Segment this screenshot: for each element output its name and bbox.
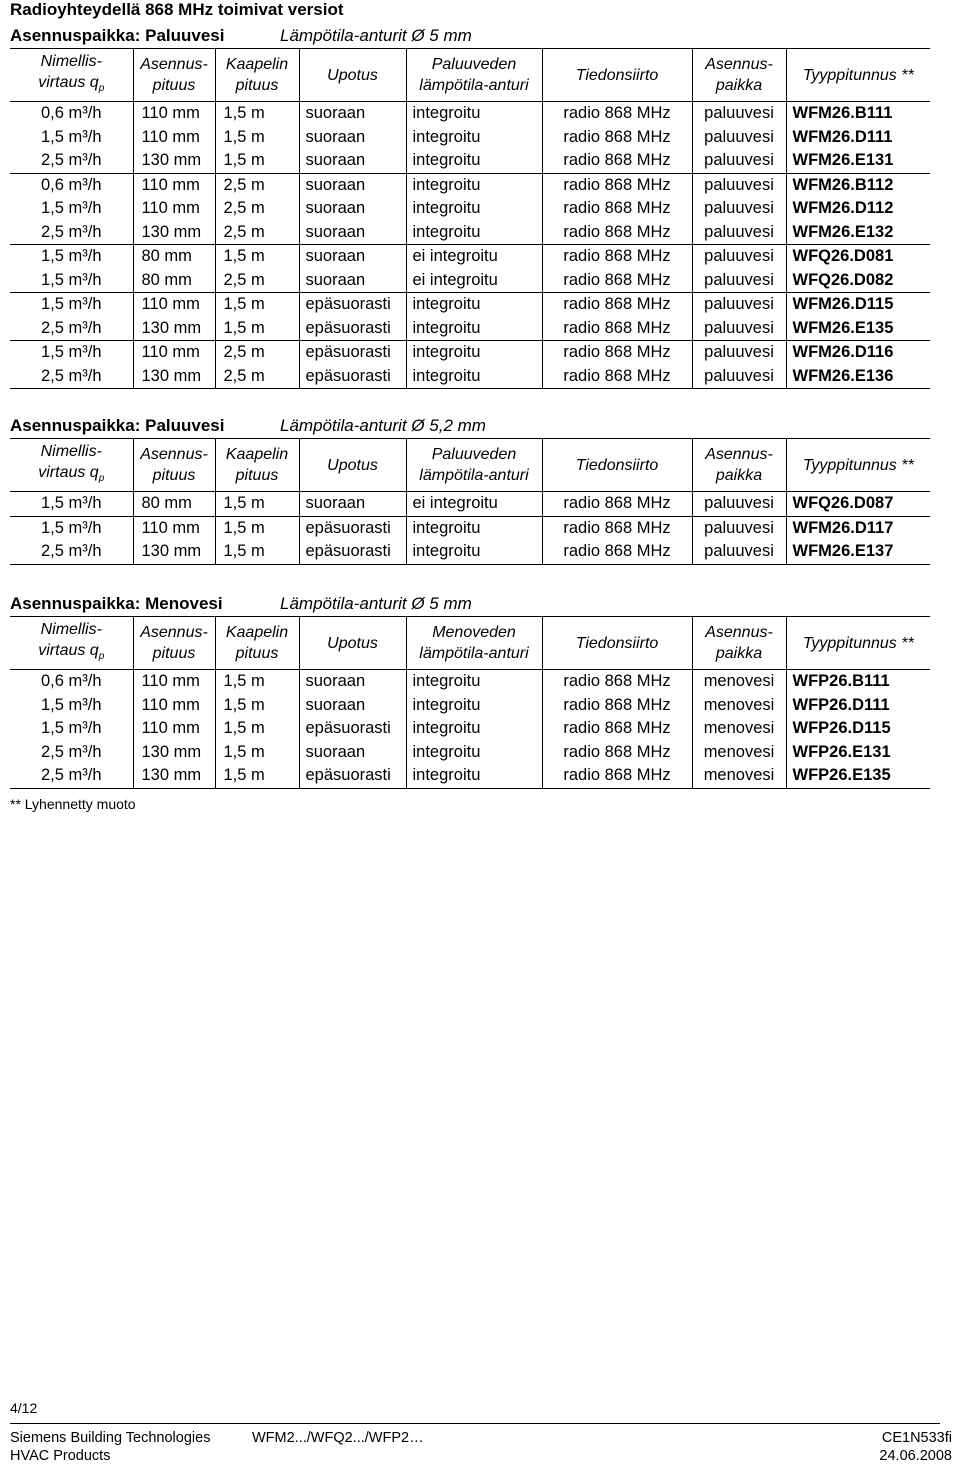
flow-cell: 1,5 m³/h — [40, 719, 102, 738]
header-type: Tyyppitunnus ** — [786, 617, 930, 670]
transfer-cell: radio 868 MHz — [542, 492, 692, 517]
table-row — [10, 149, 930, 173]
header-cable-line1: Kaapelin — [225, 446, 289, 464]
type-code-cell: WFM26.E137 — [786, 540, 930, 564]
flow-cell: 1,5 m³/h — [10, 293, 133, 317]
type-code-cell: WFM26.E131 — [786, 149, 930, 173]
table-row — [10, 269, 930, 293]
footer-division: HVAC Products — [10, 1448, 111, 1464]
sensor-cell: integroitu — [406, 741, 542, 765]
table-row — [10, 221, 930, 245]
length-cell: 130 mm — [133, 540, 215, 564]
header-length — [133, 439, 215, 492]
flow-cell: 1,5 m³/h — [10, 516, 133, 540]
footer-doc-id: CE1N533fi — [881, 1430, 952, 1446]
table-row — [10, 126, 930, 150]
transfer-cell: radio 868 MHz — [542, 516, 692, 540]
mount-cell: suoraan — [299, 492, 406, 517]
length-cell: 110 mm — [133, 126, 215, 150]
flow-cell: 1,5 m³/h — [40, 695, 102, 714]
place-cell: paluuvesi — [692, 102, 786, 126]
place-cell: paluuvesi — [692, 540, 786, 564]
header-flow — [10, 617, 133, 670]
place-cell: paluuvesi — [692, 293, 786, 317]
document-title: Radioyhteydellä 868 MHz toimivat versiot — [10, 0, 344, 19]
flow-cell: 0,6 m³/h — [40, 104, 102, 123]
transfer-cell: radio 868 MHz — [542, 126, 692, 150]
length-cell: 110 mm — [133, 670, 215, 694]
section-sensor: Lämpötila-anturit Ø 5,2 mm — [280, 416, 486, 435]
sensor-cell: integroitu — [406, 149, 542, 173]
place-cell: paluuvesi — [692, 149, 786, 173]
length-cell: 80 mm — [133, 245, 215, 269]
length-cell: 110 mm — [133, 173, 215, 197]
mount-cell: suoraan — [299, 741, 406, 765]
place-cell: paluuvesi — [692, 341, 786, 365]
header-length-line1: Asennus- — [140, 624, 208, 642]
header-length-line1: Asennus- — [140, 56, 208, 74]
sensor-cell: integroitu — [406, 516, 542, 540]
mount-cell: suoraan — [299, 149, 406, 173]
flow-cell: 1,5 m³/h — [40, 494, 102, 513]
type-code-cell: WFM26.B112 — [786, 173, 930, 197]
table-row — [10, 764, 930, 788]
header-sensor-line2: lämpötila-anturi — [419, 645, 529, 663]
header-place-line1: Asennus- — [705, 446, 773, 464]
header-row — [10, 617, 930, 670]
sensor-cell: ei integroitu — [406, 269, 542, 293]
header-cable — [215, 439, 299, 492]
cable-cell: 2,5 m — [215, 173, 299, 197]
header-cable-line2: pituus — [235, 77, 279, 95]
place-cell: paluuvesi — [692, 221, 786, 245]
cable-cell: 1,5 m — [215, 741, 299, 765]
type-code-cell: WFP26.D111 — [786, 694, 930, 718]
type-code-cell: WFM26.D117 — [786, 516, 930, 540]
flow-cell: 1,5 m³/h — [40, 199, 102, 218]
flow-cell: 1,5 m³/h — [10, 245, 133, 269]
cable-cell: 1,5 m — [215, 516, 299, 540]
header-length — [133, 49, 215, 102]
mount-cell: suoraan — [299, 102, 406, 126]
header-place-line2: paikka — [715, 467, 763, 485]
section-sensor: Lämpötila-anturit Ø 5 mm — [280, 26, 472, 45]
sensor-cell: integroitu — [406, 694, 542, 718]
flow-cell: 2,5 m³/h — [10, 365, 133, 389]
flow-cell: 1,5 m³/h — [40, 127, 102, 146]
header-sensor-line1: Paluuveden — [431, 56, 517, 74]
place-cell: paluuvesi — [692, 173, 786, 197]
transfer-cell: radio 868 MHz — [542, 341, 692, 365]
sensor-cell: integroitu — [406, 717, 542, 741]
header-place — [692, 617, 786, 670]
transfer-cell: radio 868 MHz — [542, 245, 692, 269]
header-mount: Upotus — [299, 439, 406, 492]
section-place: Asennuspaikka: Paluuvesi — [10, 26, 225, 45]
type-code-cell: WFP26.D115 — [786, 717, 930, 741]
length-cell: 130 mm — [133, 221, 215, 245]
mount-cell: epäsuorasti — [299, 341, 406, 365]
type-code-cell: WFQ26.D081 — [786, 245, 930, 269]
type-code-cell: WFP26.B111 — [786, 670, 930, 694]
footnote: ** Lyhennetty muoto — [10, 796, 136, 812]
sensor-cell: integroitu — [406, 173, 542, 197]
length-cell: 110 mm — [133, 694, 215, 718]
specs-table — [10, 438, 930, 565]
table-row — [10, 670, 930, 694]
header-mount: Upotus — [299, 49, 406, 102]
cable-cell: 1,5 m — [215, 717, 299, 741]
length-cell: 130 mm — [133, 317, 215, 341]
place-cell: paluuvesi — [692, 245, 786, 269]
type-code-cell: WFM26.D112 — [786, 197, 930, 221]
sensor-cell: integroitu — [406, 197, 542, 221]
place-cell: paluuvesi — [692, 269, 786, 293]
cable-cell: 1,5 m — [215, 670, 299, 694]
mount-cell: epäsuorasti — [299, 540, 406, 564]
table-row — [10, 173, 930, 197]
transfer-cell: radio 868 MHz — [542, 317, 692, 341]
length-cell: 110 mm — [133, 102, 215, 126]
header-place — [692, 439, 786, 492]
cable-cell: 1,5 m — [215, 149, 299, 173]
length-cell: 130 mm — [133, 149, 215, 173]
header-flow-line1: Nimellis- — [40, 621, 102, 638]
type-code-cell: WFM26.E135 — [786, 317, 930, 341]
flow-cell: 2,5 m³/h — [40, 222, 102, 241]
cable-cell: 1,5 m — [215, 102, 299, 126]
header-flow-subscript: p — [98, 651, 105, 663]
header-length-line2: pituus — [152, 77, 196, 95]
header-transfer: Tiedonsiirto — [542, 49, 692, 102]
table-row — [10, 245, 930, 269]
sensor-cell: integroitu — [406, 540, 542, 564]
header-place-line1: Asennus- — [705, 624, 773, 642]
place-cell: paluuvesi — [692, 317, 786, 341]
cable-cell: 1,5 m — [215, 540, 299, 564]
cable-cell: 1,5 m — [215, 694, 299, 718]
mount-cell: epäsuorasti — [299, 717, 406, 741]
mount-cell: suoraan — [299, 126, 406, 150]
header-flow-subscript: p — [98, 83, 105, 95]
mount-cell: suoraan — [299, 245, 406, 269]
section-heading — [10, 592, 930, 616]
mount-cell: epäsuorasti — [299, 764, 406, 788]
header-length-line1: Asennus- — [140, 446, 208, 464]
flow-cell: 0,6 m³/h — [40, 672, 102, 691]
length-cell: 130 mm — [133, 764, 215, 788]
length-cell: 80 mm — [133, 269, 215, 293]
flow-cell: 2,5 m³/h — [40, 742, 102, 761]
length-cell: 110 mm — [133, 197, 215, 221]
footer-product: WFM2.../WFQ2.../WFP2… — [252, 1430, 424, 1446]
sensor-cell: ei integroitu — [406, 492, 542, 517]
place-cell: menovesi — [692, 764, 786, 788]
place-cell: paluuvesi — [692, 365, 786, 389]
cable-cell: 2,5 m — [215, 269, 299, 293]
header-flow-line1: Nimellis- — [40, 443, 102, 460]
type-code-cell: WFM26.D115 — [786, 293, 930, 317]
transfer-cell: radio 868 MHz — [542, 173, 692, 197]
mount-cell: suoraan — [299, 173, 406, 197]
header-flow — [10, 49, 133, 102]
header-type: Tyyppitunnus ** — [786, 49, 930, 102]
header-sensor-line2: lämpötila-anturi — [419, 467, 529, 485]
header-sensor — [406, 49, 542, 102]
place-cell: menovesi — [692, 741, 786, 765]
transfer-cell: radio 868 MHz — [542, 149, 692, 173]
mount-cell: epäsuorasti — [299, 293, 406, 317]
footer-divider — [10, 1423, 940, 1424]
header-length-line2: pituus — [152, 645, 196, 663]
flow-cell: 0,6 m³/h — [10, 173, 133, 197]
sensor-cell: integroitu — [406, 764, 542, 788]
cable-cell: 1,5 m — [215, 293, 299, 317]
transfer-cell: radio 868 MHz — [542, 694, 692, 718]
sensor-cell: integroitu — [406, 341, 542, 365]
mount-cell: suoraan — [299, 197, 406, 221]
cable-cell: 2,5 m — [215, 221, 299, 245]
header-type: Tyyppitunnus ** — [786, 439, 930, 492]
header-cable-line1: Kaapelin — [225, 56, 289, 74]
header-place-line2: paikka — [715, 77, 763, 95]
section-place: Asennuspaikka: Menovesi — [10, 594, 223, 613]
transfer-cell: radio 868 MHz — [542, 365, 692, 389]
section-return-5mm — [10, 24, 930, 389]
table-row — [10, 341, 930, 365]
cable-cell: 1,5 m — [215, 764, 299, 788]
table-row — [10, 540, 930, 564]
length-cell: 110 mm — [133, 516, 215, 540]
place-cell: menovesi — [692, 717, 786, 741]
table-row — [10, 317, 930, 341]
flow-cell: 1,5 m³/h — [10, 341, 133, 365]
transfer-cell: radio 868 MHz — [542, 540, 692, 564]
cable-cell: 1,5 m — [215, 492, 299, 517]
length-cell: 110 mm — [133, 341, 215, 365]
cable-cell: 2,5 m — [215, 341, 299, 365]
header-cable-line1: Kaapelin — [225, 624, 289, 642]
sensor-cell: integroitu — [406, 670, 542, 694]
footer-company: Siemens Building Technologies — [10, 1430, 211, 1446]
table-row — [10, 102, 930, 126]
header-flow — [10, 439, 133, 492]
transfer-cell: radio 868 MHz — [542, 221, 692, 245]
type-code-cell: WFP26.E131 — [786, 741, 930, 765]
mount-cell: suoraan — [299, 221, 406, 245]
type-code-cell: WFQ26.D082 — [786, 269, 930, 293]
mount-cell: epäsuorasti — [299, 516, 406, 540]
length-cell: 130 mm — [133, 741, 215, 765]
header-place-line2: paikka — [715, 645, 763, 663]
type-code-cell: WFQ26.D087 — [786, 492, 930, 517]
header-sensor — [406, 617, 542, 670]
length-cell: 110 mm — [133, 293, 215, 317]
flow-cell: 2,5 m³/h — [10, 540, 133, 564]
cable-cell: 2,5 m — [215, 197, 299, 221]
sensor-cell: integroitu — [406, 126, 542, 150]
footer-date: 24.06.2008 — [879, 1448, 952, 1464]
header-transfer: Tiedonsiirto — [542, 617, 692, 670]
place-cell: paluuvesi — [692, 516, 786, 540]
table-row — [10, 717, 930, 741]
header-cable-line2: pituus — [235, 645, 279, 663]
specs-table — [10, 48, 930, 389]
sensor-cell: integroitu — [406, 317, 542, 341]
section-heading — [10, 414, 930, 438]
place-cell: paluuvesi — [692, 492, 786, 517]
table-row — [10, 197, 930, 221]
table-row — [10, 492, 930, 517]
place-cell: paluuvesi — [692, 197, 786, 221]
header-row — [10, 439, 930, 492]
type-code-cell: WFP26.E135 — [786, 764, 930, 788]
header-row — [10, 49, 930, 102]
header-transfer: Tiedonsiirto — [542, 439, 692, 492]
header-mount: Upotus — [299, 617, 406, 670]
table-row — [10, 694, 930, 718]
type-code-cell: WFM26.E136 — [786, 365, 930, 389]
place-cell: menovesi — [692, 694, 786, 718]
sensor-cell: integroitu — [406, 365, 542, 389]
mount-cell: suoraan — [299, 269, 406, 293]
header-length — [133, 617, 215, 670]
header-length-line2: pituus — [152, 467, 196, 485]
table-row — [10, 293, 930, 317]
header-cable — [215, 617, 299, 670]
header-flow-subscript: p — [98, 473, 105, 485]
header-sensor-line2: lämpötila-anturi — [419, 77, 529, 95]
flow-cell: 2,5 m³/h — [40, 151, 102, 170]
header-cable — [215, 49, 299, 102]
transfer-cell: radio 868 MHz — [542, 764, 692, 788]
table-row — [10, 741, 930, 765]
transfer-cell: radio 868 MHz — [542, 197, 692, 221]
transfer-cell: radio 868 MHz — [542, 269, 692, 293]
length-cell: 130 mm — [133, 365, 215, 389]
transfer-cell: radio 868 MHz — [542, 717, 692, 741]
length-cell: 80 mm — [133, 492, 215, 517]
transfer-cell: radio 868 MHz — [542, 293, 692, 317]
sensor-cell: ei integroitu — [406, 245, 542, 269]
header-sensor-line1: Paluuveden — [431, 446, 517, 464]
type-code-cell: WFM26.E132 — [786, 221, 930, 245]
transfer-cell: radio 868 MHz — [542, 741, 692, 765]
header-cable-line2: pituus — [235, 467, 279, 485]
type-code-cell: WFM26.B111 — [786, 102, 930, 126]
header-flow-line2: virtaus q — [38, 464, 99, 481]
flow-cell: 2,5 m³/h — [10, 764, 133, 788]
mount-cell: epäsuorasti — [299, 317, 406, 341]
header-sensor — [406, 439, 542, 492]
header-flow-line2: virtaus q — [38, 642, 99, 659]
mount-cell: epäsuorasti — [299, 365, 406, 389]
specs-table — [10, 616, 930, 789]
header-place-line1: Asennus- — [705, 56, 773, 74]
cable-cell: 2,5 m — [215, 365, 299, 389]
mount-cell: suoraan — [299, 670, 406, 694]
header-flow-line1: Nimellis- — [40, 53, 102, 70]
mount-cell: suoraan — [299, 694, 406, 718]
cable-cell: 1,5 m — [215, 245, 299, 269]
transfer-cell: radio 868 MHz — [542, 670, 692, 694]
header-flow-line2: virtaus q — [38, 74, 99, 91]
type-code-cell: WFM26.D111 — [786, 126, 930, 150]
section-supply-5mm — [10, 592, 930, 789]
table-row — [10, 365, 930, 389]
section-return-5-2mm — [10, 414, 930, 565]
cable-cell: 1,5 m — [215, 126, 299, 150]
transfer-cell: radio 868 MHz — [542, 102, 692, 126]
length-cell: 110 mm — [133, 717, 215, 741]
cable-cell: 1,5 m — [215, 317, 299, 341]
sensor-cell: integroitu — [406, 221, 542, 245]
sensor-cell: integroitu — [406, 293, 542, 317]
place-cell: paluuvesi — [692, 126, 786, 150]
flow-cell: 1,5 m³/h — [40, 270, 102, 289]
sensor-cell: integroitu — [406, 102, 542, 126]
flow-cell: 2,5 m³/h — [40, 318, 102, 337]
table-row — [10, 516, 930, 540]
section-heading — [10, 24, 930, 48]
header-sensor-line1: Menoveden — [432, 624, 516, 642]
section-sensor: Lämpötila-anturit Ø 5 mm — [280, 594, 472, 613]
place-cell: menovesi — [692, 670, 786, 694]
section-place: Asennuspaikka: Paluuvesi — [10, 416, 225, 435]
header-place — [692, 49, 786, 102]
type-code-cell: WFM26.D116 — [786, 341, 930, 365]
page-number: 4/12 — [10, 1400, 38, 1416]
